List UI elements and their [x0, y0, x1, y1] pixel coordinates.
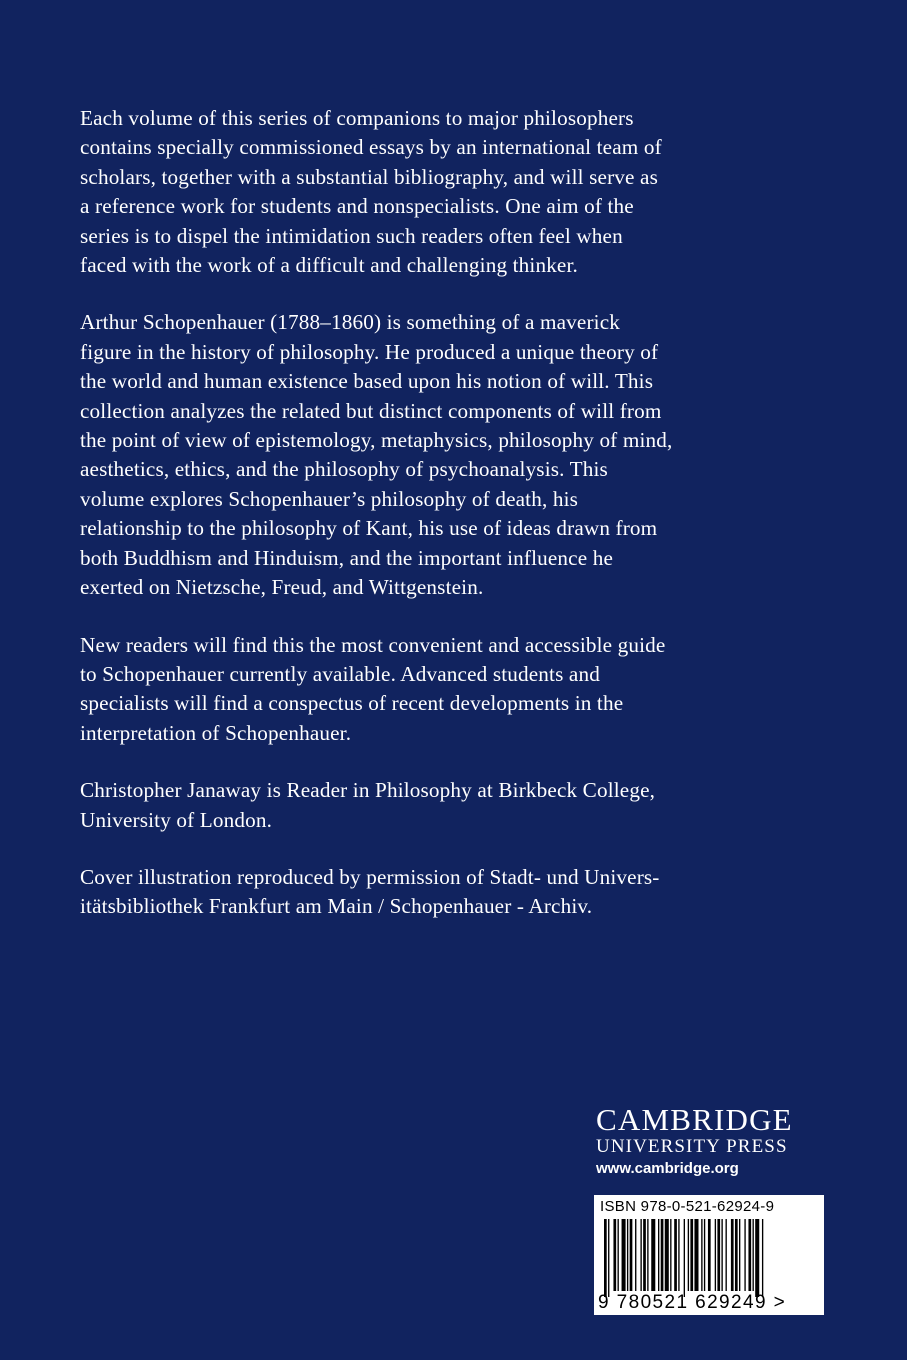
barcode-bar	[753, 1219, 754, 1291]
barcode-bar	[708, 1219, 711, 1291]
publisher-subtitle: UNIVERSITY PRESS	[596, 1136, 788, 1157]
blurb-line: the point of view of epistemology, metaphysics, philosophy of mind,	[80, 428, 673, 453]
blurb-line: scholars, together with a substantial bibliography, and will serve as	[80, 164, 658, 189]
isbn-barcode	[594, 1195, 824, 1315]
blurb-text	[80, 104, 840, 950]
barcode-bar	[670, 1219, 671, 1291]
blurb-line: exerted on Nietzsche, Freud, and Wittgenstein.	[80, 575, 484, 600]
barcode-bar	[684, 1219, 685, 1297]
blurb-line: faced with the work of a difficult and challenging thinker.	[80, 253, 578, 278]
publisher-url: www.cambridge.org	[596, 1160, 739, 1177]
blurb-paragraph	[80, 863, 840, 922]
barcode-bar	[674, 1219, 677, 1291]
barcode-bar	[715, 1219, 716, 1291]
blurb-line: interpretation of Schopenhauer.	[80, 720, 352, 745]
publisher-name: CAMBRIDGE	[596, 1102, 793, 1137]
blurb-line: aesthetics, ethics, and the philosophy of psychoanalysis. This	[80, 457, 608, 482]
blurb-line: series is to dispel the intimidation such readers often feel when	[80, 223, 623, 248]
barcode-bar	[690, 1219, 693, 1291]
barcode-bar	[731, 1219, 734, 1291]
barcode-bar	[721, 1219, 722, 1291]
barcode-bar	[744, 1219, 745, 1291]
blurb-paragraph	[80, 776, 840, 835]
blurb-line: New readers will find this the most convenient and accessible guide	[80, 632, 666, 657]
barcode-bar	[701, 1219, 702, 1291]
ean-digits: 9 780521 629249 >	[598, 1292, 787, 1313]
blurb-line: the world and human existence based upon his notion of will. This	[80, 369, 654, 394]
blurb-line: a reference work for students and nonspecialists. One aim of the	[80, 194, 634, 219]
blurb-line: volume explores Schopenhauer’s philosophy of death, his	[80, 486, 579, 511]
blurb-line: contains specially commissioned essays by an international team of	[80, 135, 662, 160]
blurb-line: Christopher Janaway is Reader in Philosophy at Birkbeck College,	[80, 778, 656, 803]
blurb-line: collection analyzes the related but distinct components of will from	[80, 398, 662, 423]
blurb-line: relationship to the philosophy of Kant, his use of ideas drawn from	[80, 516, 658, 541]
barcode-bar	[651, 1219, 655, 1291]
isbn-label: ISBN 978-0-521-62924-9	[600, 1198, 775, 1215]
barcode-bar	[618, 1219, 619, 1291]
barcode-bar	[665, 1219, 669, 1291]
blurb-line: both Buddhism and Hinduism, and the important influence he	[80, 545, 614, 570]
barcode-bar	[630, 1219, 633, 1291]
barcode-bar	[613, 1219, 616, 1291]
barcode-bar	[647, 1219, 648, 1291]
barcode-bar	[726, 1219, 727, 1291]
blurb-paragraph	[80, 104, 840, 280]
barcode-bar	[643, 1219, 646, 1291]
barcode-bar	[762, 1219, 763, 1297]
barcode-bar	[694, 1219, 698, 1291]
barcode-bar	[640, 1219, 641, 1291]
barcode-bar	[622, 1219, 626, 1291]
blurb-line: Arthur Schopenhauer (1788–1860) is something of a maverick	[80, 310, 621, 335]
blurb-paragraph	[80, 631, 840, 749]
barcode-bar	[739, 1219, 740, 1291]
blurb-paragraph	[80, 308, 840, 602]
barcode-bar	[717, 1219, 720, 1291]
blurb-line: specialists will find a conspectus of recent developments in the	[80, 691, 624, 716]
blurb-line: itätsbibliothek Frankfurt am Main / Schopenhauer - Archiv.	[80, 894, 593, 919]
barcode-bar	[748, 1219, 751, 1291]
barcode-bar	[704, 1219, 705, 1291]
barcode-bar	[661, 1219, 664, 1291]
barcode-bar	[635, 1219, 636, 1291]
barcode-bar	[658, 1219, 659, 1291]
blurb-line: University of London.	[80, 807, 273, 832]
barcode-bar	[688, 1219, 689, 1291]
barcode-bar	[608, 1219, 609, 1297]
barcode-bar	[755, 1219, 759, 1297]
barcode-bar	[604, 1219, 607, 1297]
blurb-line: figure in the history of philosophy. He produced a unique theory of	[80, 339, 659, 364]
blurb-line: Each volume of this series of companions to major philosophers	[80, 106, 634, 130]
publisher-logo	[596, 1104, 836, 1180]
barcode-bar	[627, 1219, 628, 1291]
blurb-line: Cover illustration reproduced by permission of Stadt- und Univers-	[80, 864, 660, 889]
barcode-bar	[735, 1219, 738, 1291]
barcode-bar	[678, 1219, 679, 1291]
blurb-line: to Schopenhauer currently available. Advanced students and	[80, 661, 600, 686]
